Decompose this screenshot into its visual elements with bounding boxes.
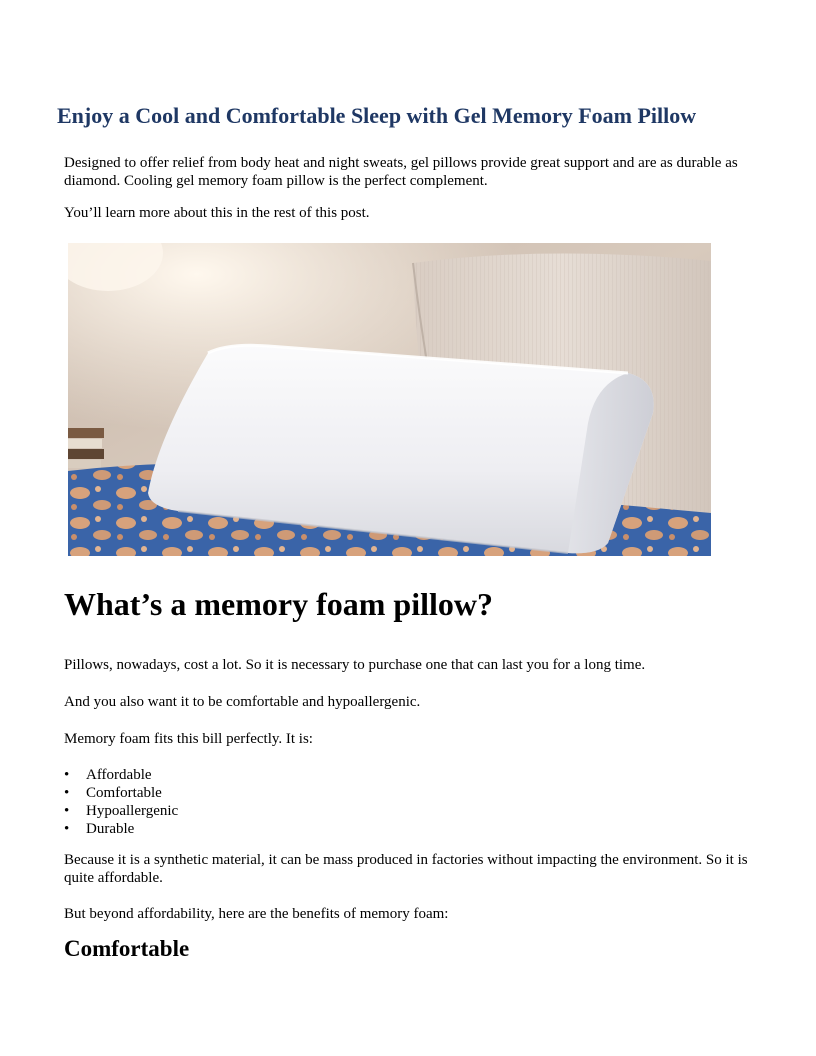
article-title: Enjoy a Cool and Comfortable Sleep with Gel Memory Foam Pillow bbox=[57, 103, 697, 128]
list-item bbox=[64, 820, 178, 838]
intro-paragraph-2: You’ll learn more about this in the rest of this post. bbox=[64, 205, 370, 221]
section1-paragraph-2: And you also want it to be comfortable and hypoallergenic. bbox=[64, 694, 421, 710]
bullet-marker: • bbox=[64, 803, 70, 819]
list-item bbox=[64, 766, 178, 784]
section1-paragraph-1: Pillows, nowadays, cost a lot. So it is necessary to purchase one that can last you for a long time. bbox=[64, 657, 646, 673]
list-item-text: Comfortable bbox=[86, 785, 162, 801]
list-item bbox=[64, 784, 178, 802]
section1-paragraph-3: Memory foam fits this bill perfectly. It is: bbox=[64, 731, 313, 747]
section-heading-comfortable: Comfortable bbox=[64, 936, 190, 961]
bullet-marker: • bbox=[64, 821, 70, 837]
section-heading-memory-foam: What’s a memory foam pillow? bbox=[64, 586, 493, 622]
section1-paragraph-4: Because it is a synthetic material, it can be mass produced in factories without impacting the environment. So it is quite affordable. bbox=[64, 852, 748, 886]
section1-paragraph-5: But beyond affordability, here are the benefits of memory foam: bbox=[64, 906, 449, 922]
list-item-text: Affordable bbox=[86, 767, 152, 783]
pillow-photo bbox=[68, 243, 711, 556]
bullet-marker: • bbox=[64, 767, 70, 783]
bullet-marker: • bbox=[64, 785, 70, 801]
list-item bbox=[64, 802, 178, 820]
list-item-text: Hypoallergenic bbox=[86, 803, 179, 819]
intro-paragraph: Designed to offer relief from body heat and night sweats, gel pillows provide great support and are as durable as diamond. Cooling gel memory foam pillow is the perfect complement. bbox=[64, 155, 738, 189]
pillow-photo-illustration bbox=[68, 243, 711, 556]
benefits-list bbox=[64, 766, 178, 838]
list-item-text: Durable bbox=[86, 821, 135, 837]
